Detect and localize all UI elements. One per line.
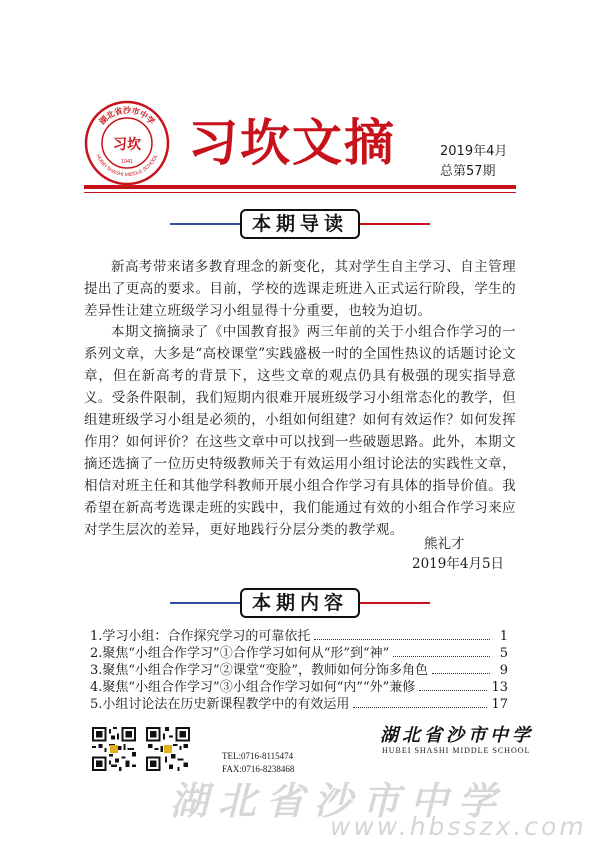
seal-year: 1941 (120, 159, 134, 165)
intro-title-text: 本期导读 (240, 209, 360, 239)
intro-paragraph-2: 本期文摘摘录了《中国教育报》两三年前的关于小组合作学习的一系列文章，大多是“高校课堂”实践盛极一时的全国性热议的话题讨论文章，但在新高考的背景下，这些文章的观点仍具有极强的现实指导意义。受条件限制，我们短期内很难开展班级学习小组常态化的教学，但组建班级学习小组是必须的，小组如何组建？如何有效运作？如何发挥作用？如何评价？在这些文章中可以找到一些破题思路。此外，本期文摘还选摘了一位历史特级教师关于有效运用小组讨论法的实践性文章，相信对班主任和其他学科教师开展小组合作学习有具体的指导价值。我希望在新高考选课走班的实践中，我们能通过有效的小组合作学习来应对学生层次的差异，更好地践行分层分类的教学观。 (84, 324, 516, 538)
intro-paragraph-1: 新高考带来诸多教育理念的新变化，其对学生自主学习、自主管理提出了更高的要求。目前，学校的选课走班进入正式运行阶段，学生的差异性让建立班级学习小组显得十分重要，也较为迫切。 (84, 259, 516, 319)
toc-item-page: 5 (499, 646, 508, 661)
toc-item[interactable] (90, 696, 508, 713)
toc-item-page: 17 (491, 697, 508, 712)
watermark-school-name: 湖北省沙市中学 (170, 778, 507, 823)
contents-title-text: 本期内容 (240, 588, 360, 618)
toc-item-title: 2.聚焦“小组合作学习”①合作学习如何从“形”到“神” (90, 646, 390, 661)
toc-item[interactable] (90, 645, 508, 662)
title-bar-left (170, 223, 240, 225)
intro-section-title (84, 209, 516, 239)
qr-code-icon[interactable] (146, 727, 190, 771)
toc-item-title: 3.聚焦“小组合作学习”②课堂“变脸”，教师如何分饰多角色 (90, 663, 428, 678)
table-of-contents (90, 628, 508, 713)
svg-text:HUBEI SHASHI MIDDLE SCHOOL (95, 153, 160, 178)
toc-dot-leader (353, 697, 487, 708)
seal-ring-text-en: HUBEI SHASHI MIDDLE SCHOOL (94, 153, 160, 179)
toc-item[interactable] (90, 628, 508, 645)
title-bar-right (360, 602, 430, 604)
toc-item[interactable] (90, 662, 508, 679)
editor-signature: 熊礼才 (424, 536, 465, 552)
school-seal-icon (84, 100, 170, 186)
contact-tel: TEL:0716-8115474 (222, 751, 294, 761)
masthead-title: 习坎文摘 (188, 114, 396, 172)
toc-item-page: 13 (491, 680, 508, 695)
header-rule-thin (84, 192, 516, 193)
editor-date: 2019年4月5日 (412, 556, 505, 572)
seal-ring-text: 湖北省沙市中学 (97, 106, 157, 127)
title-bar-right (360, 223, 430, 225)
seal-center-text: 习坎 (113, 137, 141, 153)
toc-dot-leader (419, 680, 487, 691)
toc-item-page: 9 (499, 663, 508, 678)
school-name-english: HUBEI SHASHI MIDDLE SCHOOL (382, 746, 531, 755)
toc-item-title: 5.小组讨论法在历史新课程教学中的有效运用 (90, 697, 350, 712)
qr-code-icon[interactable] (92, 727, 136, 771)
watermark-url: www.hbsszx.com (330, 812, 587, 841)
toc-item-title: 4.聚焦“小组合作学习”③小组合作学习如何“内”“外”兼修 (90, 680, 416, 695)
toc-dot-leader (314, 629, 490, 640)
toc-dot-leader (432, 663, 490, 674)
toc-dot-leader (393, 646, 490, 657)
issue-date: 2019年4月 (440, 144, 508, 159)
contact-fax: FAX:0716-8238468 (222, 764, 295, 774)
school-name-calligraphy: 湖北省沙市中学 (380, 725, 534, 746)
issue-number: 总第57期 (440, 164, 496, 179)
title-bar-left (170, 602, 240, 604)
toc-item-page: 1 (499, 629, 508, 644)
contents-section-title (84, 588, 516, 618)
toc-item[interactable] (90, 679, 508, 696)
header-rule-thick (84, 185, 516, 189)
toc-item-title: 1.学习小组：合作探究学习的可靠依托 (90, 629, 311, 644)
